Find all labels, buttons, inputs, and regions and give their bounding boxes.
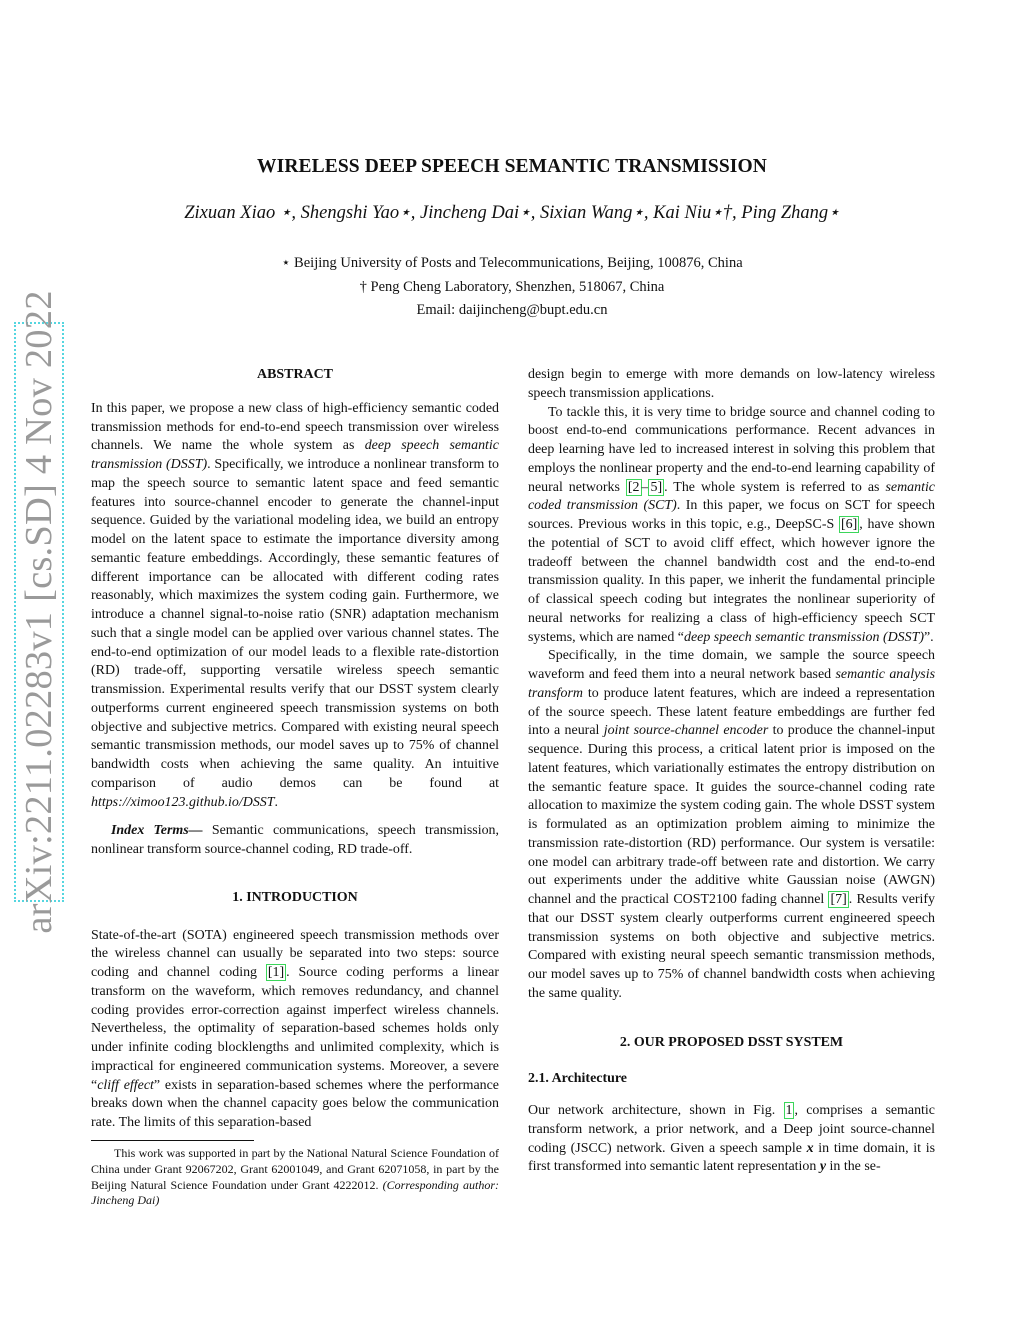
paper-title: WIRELESS DEEP SPEECH SEMANTIC TRANSMISSION bbox=[257, 156, 767, 177]
right-paragraph-1: To tackle this, it is very time to bridge source and channel coding to boost end-to-end communications performance. Recent advances in deep learning have led to increased interest in solving this problem that employs the nonlinear property and the end-to-end learning capability of neural networks [2 – 5] . The whole system is referred to as semantic coded transmission (SCT). In this paper, we focus on SCT for speech sources. Previous works in this topic, e.g., DeepSC-S [6] , have shown the potential of SCT to avoid cliff effect, which however ignore the tradeoff between the channel bandwidth cost and the end-to-end transmission quality. In this paper, we inherit the fundamental principle of classical speech coding but integrates the nonlinear superiority of neural networks for realizing a class of high-efficiency speech SCT systems, which are named “deep speech semantic transmission (DSST)”. bbox=[528, 404, 935, 645]
index-terms: Index Terms— Semantic communications, speech transmission, nonlinear transform source-channel coding, RD trade-off. bbox=[91, 823, 499, 857]
arxiv-identifier[interactable]: arXiv:2211.02283v1 [cs.SD] 4 Nov 2022 bbox=[18, 290, 60, 934]
variable-x: x bbox=[806, 1140, 814, 1156]
abstract-body: In this paper, we propose a new class of high-efficiency semantic coded transmission methods for end-to-end speech transmission over wireless channels. We name the whole system as deep speech semantic transmission (DSST). Specifically, we introduce a nonlinear transform to map the speech source to semantic latent space and feed semantic features into source-channel encoder to generate the channel-input sequence. Guided by the variational modeling idea, we build an entropy model on the latent space to estimate the importance diversity among semantic feature embeddings. Accordingly, these semantic features of different importance can be allocated with different coding rates reasonably, which maximizes the system coding gain. Furthermore, we introduce a channel signal-to-noise ratio (SNR) adaptation mechanism such that a single model can be applied over various channel states. The end-to-end optimization of our model leads to a flexible rate-distortion (RD) trade-off, supporting versatile wireless speech semantic transmission. Experimental results verify that our DSST system clearly outperforms current engineered speech transmission systems on both objective and subjective metrics. Compared with existing neural speech semantic transmission methods, our model saves up to 75% of channel bandwidth costs when achieving the same quality. An intuitive comparison of audio demos can be found at https://ximoo123.github.io/DSST. bbox=[91, 400, 500, 810]
left-column bbox=[91, 366, 499, 1133]
section-2-heading: 2. OUR PROPOSED DSST SYSTEM bbox=[619, 1034, 844, 1050]
demo-url[interactable]: https://ximoo123.github.io/DSST bbox=[91, 794, 275, 810]
footnote-rule bbox=[91, 1140, 254, 1141]
right-paragraph-2: Specifically, in the time domain, we sample the source speech waveform and feed them into a neural network based semantic analysis transform to produce latent features, which are indeed a representation of the source speech. These latent feature embeddings are further fed into a neural joint source-channel encoder to produce the channel-input sequence. During this process, a critical latent prior is imposed on the latent features, which variationally estimates the entropy distribution on the semantic feature space. It guides the source-channel coding rate allocation to maximize the system coding gain. The whole DSST system is formulated as an optimization problem aiming to minimize the transmission rate-distortion (RD) performance. Our system is versatile: one model can arbitrary trade-off between rate and distortion. We carry out experiments under the additive white Gaussian noise (AWGN) channel and the practical COST2100 fading channel [7] . Results verify that our DSST system clearly outperforms current engineered speech transmission systems on both objective and subjective metrics. Compared with existing neural speech semantic transmission methods, our model saves up to 75% of channel bandwidth costs when achieving the same quality. bbox=[528, 648, 936, 1001]
variable-y: y bbox=[819, 1159, 827, 1175]
citation-5[interactable]: 5] bbox=[650, 479, 663, 495]
intro-body: State-of-the-art (SOTA) engineered speech transmission methods over the wireless channel can usually be separated into two steps: source coding and channel coding [1] . Source coding performs a linear transform on the waveform, which removes redundancy, and channel coding provides error-correction against imperfect wireless channels. Nevertheless, the optimality of separation-based schemes holds only under infinite coding blocklengths and unlimited complexity, which is impractical for engineered communication systems. Moreover, a severe “cliff effect” exists in separation-based schemes where the performance breaks down when the channel capacity goes below the communication rate. The limits of this separation-based bbox=[91, 927, 499, 1130]
intro-heading: 1. INTRODUCTION bbox=[232, 889, 358, 905]
affiliation-2: † Peng Cheng Laboratory, Shenzhen, 518067, China bbox=[359, 279, 665, 295]
architecture-body: Our network architecture, shown in Fig. 1 , comprises a semantic transform network, a prior network, and a Deep joint source-channel coding (JSCC) network. Given a speech sample x in time domain, it is first transformed into semantic latent representation y in the se- bbox=[528, 1103, 935, 1175]
citation-2[interactable]: [2 bbox=[627, 479, 640, 495]
author-list: Zixuan Xiao ⋆, Shengshi Yao⋆, Jincheng Dai⋆, Sixian Wang⋆, Kai Niu⋆†, Ping Zhang⋆ bbox=[184, 203, 840, 223]
right-paragraph-0: design begin to emerge with more demands on low-latency wireless speech transmission applications. bbox=[528, 367, 935, 401]
right-column bbox=[528, 366, 935, 1177]
citation-6[interactable]: [6] bbox=[841, 517, 858, 532]
affiliation-1: ⋆ Beijing University of Posts and Telecommunications, Beijing, 100876, China bbox=[281, 255, 743, 271]
citation-7[interactable]: [7] bbox=[830, 892, 847, 907]
figure-1-link[interactable]: 1 bbox=[785, 1103, 793, 1118]
contact-email[interactable]: Email: daijincheng@bupt.edu.cn bbox=[416, 302, 608, 318]
abstract-heading: ABSTRACT bbox=[257, 367, 333, 382]
footnote: This work was supported in part by the National Natural Science Foundation of China under Grant 92067202, Grant 62001049, and Grant 62071058, in part by the Beijing Natural Science Foundation under Grant 4222012. (Corresponding author: Jincheng Dai) bbox=[91, 1146, 499, 1208]
citation-1[interactable]: [1] bbox=[267, 965, 285, 980]
subsection-2-1-heading: 2.1. Architecture bbox=[528, 1071, 627, 1087]
